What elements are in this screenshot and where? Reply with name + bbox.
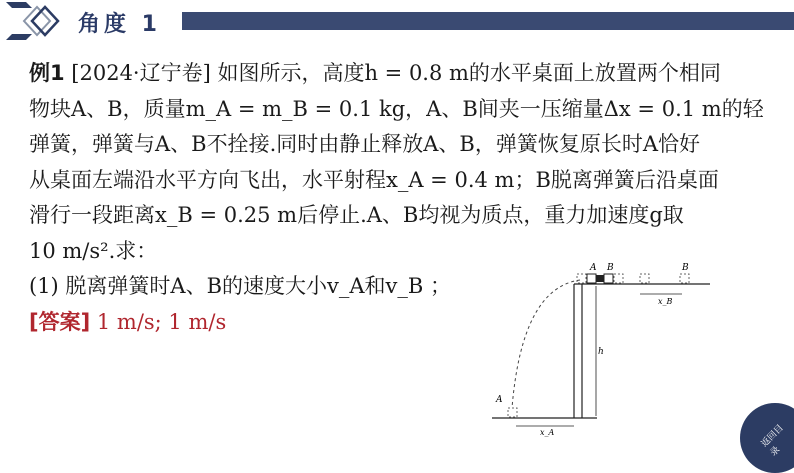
problem-line — [29, 127, 789, 163]
line-text: [2024·辽宁卷] 如图所示，高度h = 0.8 m的水平桌面上放置两个相同 — [64, 61, 721, 85]
problem-line — [29, 163, 789, 199]
label-h: h — [598, 347, 604, 357]
block-B — [604, 274, 613, 283]
header-bar — [182, 12, 794, 30]
section-title: 角度 1 — [78, 12, 161, 37]
problem-line — [29, 198, 789, 234]
problem-line — [29, 92, 789, 128]
line-text: 弹簧，弹簧与A、B不拴接.同时由静止释放A、B，弹簧恢复原长时A恰好 — [29, 132, 701, 156]
block-B-final — [680, 274, 689, 283]
line-text: 从桌面左端沿水平方向飞出，水平射程x_A = 0.4 m；B脱离弹簧后沿桌面 — [29, 167, 719, 192]
trajectory — [512, 280, 580, 408]
question-text: (1) 脱离弹簧时A、B的速度大小v_A和v_B ； — [29, 274, 452, 298]
diamond-logo-icon — [0, 0, 72, 44]
answer-value: 1 m/s; 1 m/s — [90, 309, 227, 334]
block-A-landed — [508, 408, 517, 417]
line-text: 10 m/s².求： — [29, 238, 158, 263]
problem-line — [29, 56, 789, 92]
label-A-bottom: A — [496, 395, 503, 405]
label-B-right: B — [682, 263, 689, 273]
block-A — [587, 274, 596, 283]
label-xA: x_A — [540, 428, 555, 437]
label-A-top: A — [590, 263, 597, 273]
line-text: 物块A、B，质量m_A = m_B = 0.1 kg，A、B间夹一压缩量Δx = 0.1 m的轻 — [29, 96, 764, 121]
block-ghost — [640, 274, 649, 283]
slide-header — [0, 0, 794, 44]
label-xB: x_B — [658, 297, 673, 306]
answer-label: [答案] — [29, 309, 91, 334]
label-B-top: B — [607, 263, 614, 273]
block-start — [577, 274, 586, 283]
spring — [596, 275, 604, 282]
example-label: 例1 — [29, 61, 65, 85]
back-to-contents-label[interactable]: 返回目录 — [759, 423, 786, 459]
physics-diagram — [482, 258, 714, 438]
line-text: 滑行一段距离x_B = 0.25 m后停止.A、B均视为质点，重力加速度g取 — [29, 203, 684, 227]
block-ghost — [614, 274, 623, 283]
